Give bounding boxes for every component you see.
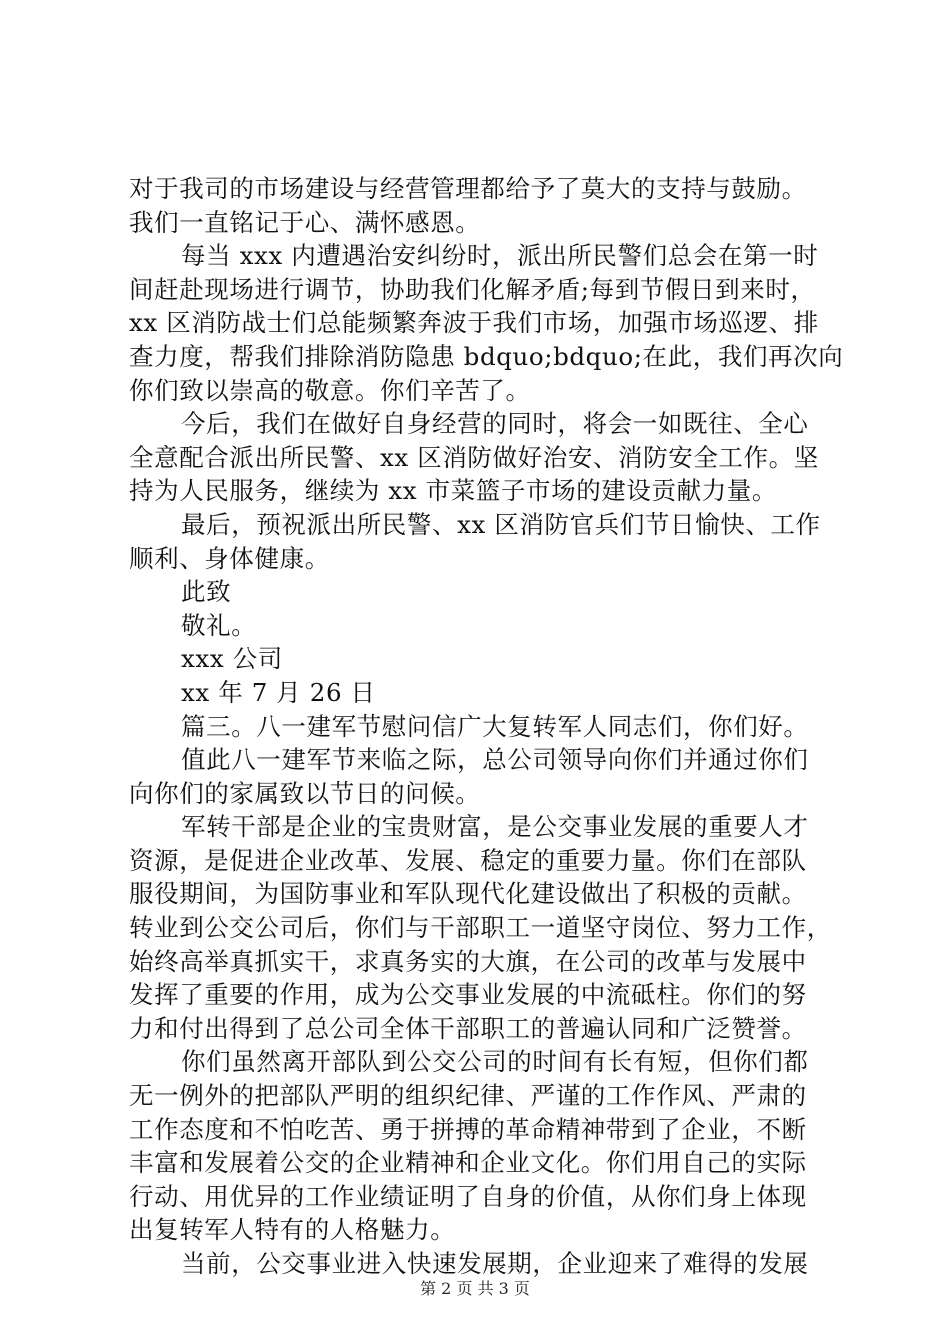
text-line: 间赶赴现场进行调节，协助我们化解矛盾;每到节假日到来时， [129, 274, 816, 304]
closing-salutation: 此致 [181, 577, 232, 607]
paragraph-start: 当前，公交事业进入快速发展期，企业迎来了难得的发展 [181, 1249, 809, 1278]
text-line: 持为人民服务，继续为 xx 市菜篮子市场的建设贡献力量。 [129, 476, 778, 506]
text-line: 我们一直铭记于心、满怀感恩。 [129, 207, 481, 237]
text-line: 向你们的家属致以节日的问候。 [129, 778, 481, 808]
text-line: 出复转军人特有的人格魅力。 [129, 1215, 456, 1245]
paragraph-start: 你们虽然离开部队到公交公司的时间有长有短，但你们都 [181, 1047, 809, 1077]
text-line: 你们致以崇高的敬意。你们辛苦了。 [129, 375, 531, 405]
text-line: 全意配合派出所民警、xx 区消防做好治安、消防安全工作。坚 [129, 442, 819, 472]
text-line: 顺利、身体健康。 [129, 543, 330, 573]
text-line: xx 区消防战士们总能频繁奔波于我们市场，加强市场巡逻、排 [129, 308, 819, 338]
closing-regards: 敬礼。 [181, 610, 257, 640]
text-line: 对于我司的市场建设与经营管理都给予了莫大的支持与鼓励。 [129, 174, 807, 203]
signature-company: xxx 公司 [181, 644, 283, 674]
text-line: 服役期间，为国防事业和军队现代化建设做出了积极的贡献。 [129, 879, 807, 909]
text-line: 查力度，帮我们排除消防隐患 bdquo;bdquo;在此，我们再次向 [129, 341, 844, 371]
paragraph-start: 今后，我们在做好自身经营的同时，将会一如既往、全心 [181, 409, 809, 439]
text-line: 转业到公交公司后，你们与干部职工一道坚守岗位、努力工作， [129, 913, 832, 943]
text-line: 力和付出得到了总公司全体干部职工的普遍认同和广泛赞誉。 [129, 1013, 807, 1043]
paragraph-start: 军转干部是企业的宝贵财富，是公交事业发展的重要人才 [181, 812, 809, 842]
document-body [129, 172, 844, 1281]
text-line: 丰富和发展着公交的企业精神和企业文化。你们用自己的实际 [129, 1148, 807, 1178]
paragraph-start: 每当 xxx 内遭遇治安纠纷时，派出所民警们总会在第一时 [181, 241, 819, 271]
paragraph-start: 最后，预祝派出所民警、xx 区消防官兵们节日愉快、工作 [181, 509, 821, 539]
text-line: 无一例外的把部队严明的组织纪律、严谨的工作作风、严肃的 [129, 1081, 807, 1111]
text-line: 工作态度和不怕吃苦、勇于拼搏的革命精神带到了企业，不断 [129, 1114, 807, 1144]
text-line: 发挥了重要的作用，成为公交事业发展的中流砥柱。你们的努 [129, 980, 807, 1010]
text-line: 行动、用优异的工作业绩证明了自身的价值，从你们身上体现 [129, 1181, 807, 1211]
text-line: 资源，是促进企业改革、发展、稳定的重要力量。你们在部队 [129, 845, 807, 875]
page-number-footer: 第 2 页 共 3 页 [420, 1279, 530, 1298]
paragraph-start: 值此八一建军节来临之际，总公司领导向你们并通过你们 [181, 745, 809, 775]
signature-date: xx 年 7 月 26 日 [181, 677, 376, 707]
text-line: 始终高举真抓实干，求真务实的大旗，在公司的改革与发展中 [129, 946, 807, 976]
section-heading: 篇三。八一建军节慰问信广大复转军人同志们，你们好。 [181, 711, 809, 741]
